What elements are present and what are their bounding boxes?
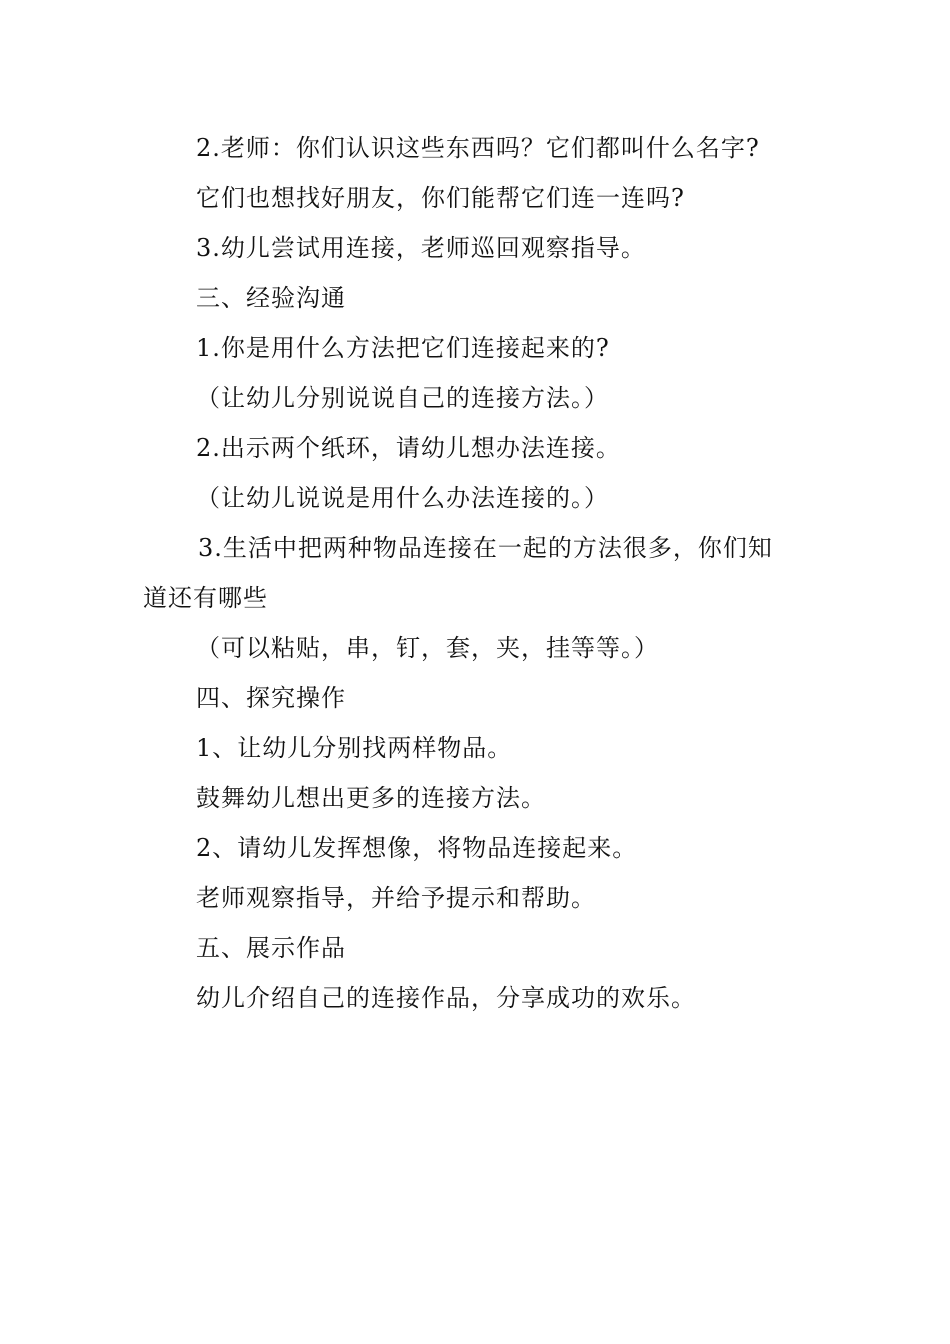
paragraph-line: 道还有哪些: [143, 584, 268, 612]
paragraph-line: 老师观察指导，并给予提示和帮助。: [196, 884, 596, 912]
paragraph-line: 它们也想找好朋友，你们能帮它们连一连吗?: [196, 184, 685, 212]
section-heading: 五、展示作品: [196, 934, 346, 962]
paragraph-line: 2.老师：你们认识这些东西吗？它们都叫什么名字?: [196, 134, 760, 162]
paragraph-line: 2.出示两个纸环，请幼儿想办法连接。: [196, 434, 621, 462]
paragraph-line: 2、请幼儿发挥想像，将物品连接起来。: [196, 834, 638, 862]
section-heading: 四、探究操作: [196, 684, 346, 712]
paragraph-line: 3.生活中把两种物品连接在一起的方法很多，你们知: [198, 534, 773, 562]
paragraph-line: 3.幼儿尝试用连接，老师巡回观察指导。: [196, 234, 646, 262]
paragraph-line: 1.你是用什么方法把它们连接起来的?: [196, 334, 610, 362]
paragraph-line: 1、让幼儿分别找两样物品。: [196, 734, 513, 762]
section-heading: 三、经验沟通: [196, 284, 346, 312]
paragraph-line: 鼓舞幼儿想出更多的连接方法。: [196, 784, 546, 812]
paragraph-line: （让幼儿说说是用什么办法连接的。）: [196, 484, 609, 512]
paragraph-line: （让幼儿分别说说自己的连接方法。）: [196, 384, 609, 412]
paragraph-line: （可以粘贴，串，钉，套，夹，挂等等。）: [196, 634, 659, 662]
paragraph-line: 幼儿介绍自己的连接作品，分享成功的欢乐。: [196, 984, 696, 1012]
